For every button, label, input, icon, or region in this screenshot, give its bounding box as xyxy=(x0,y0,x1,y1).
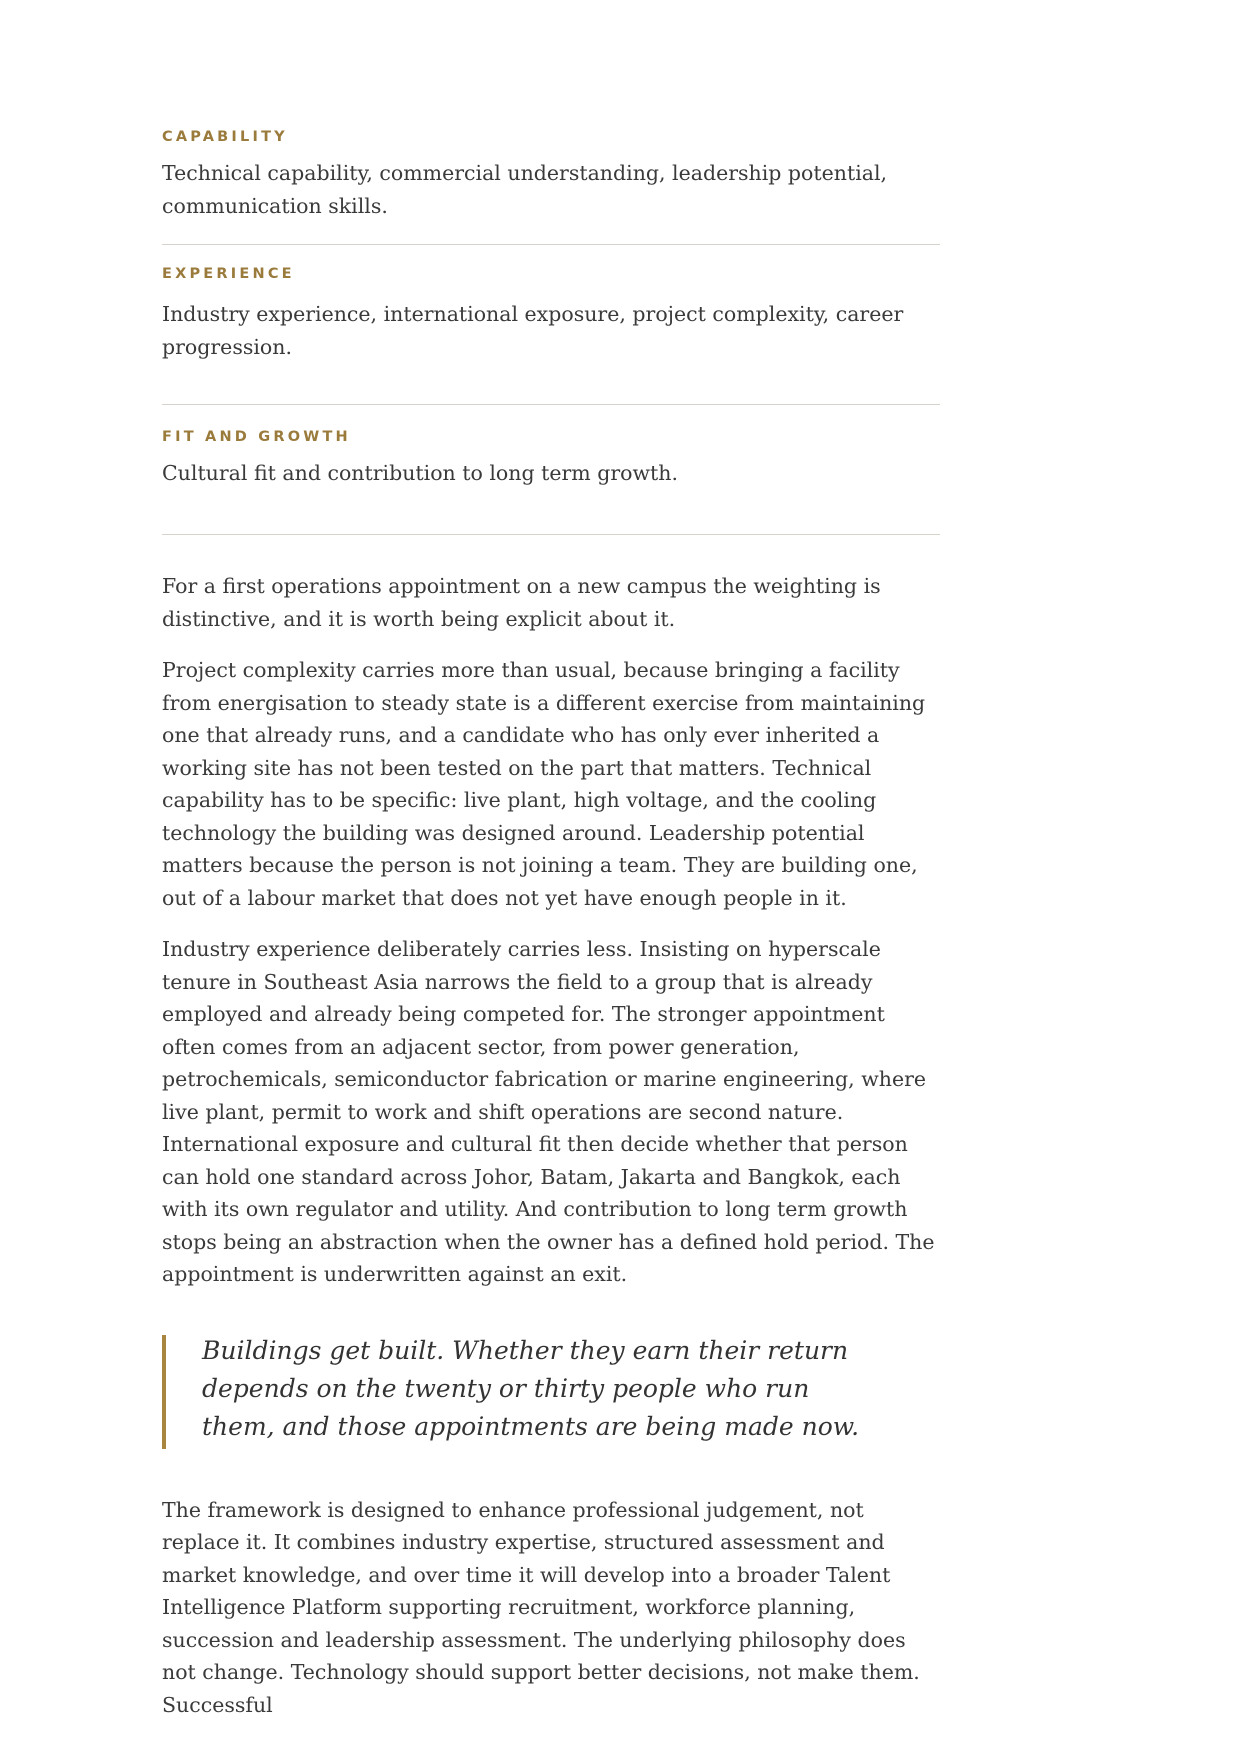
criterion-experience xyxy=(162,264,940,405)
criterion-label: EXPERIENCE xyxy=(162,266,295,282)
document-page xyxy=(162,127,940,1721)
criterion-description: Industry experience, international exposure, project complexity, career progression. xyxy=(162,302,904,359)
body-paragraph: For a first operations appointment on a new campus the weighting is distinctive, and it is worth being explicit about it. xyxy=(162,574,881,631)
pull-quote xyxy=(162,1335,882,1449)
criterion-capability xyxy=(162,127,940,245)
body-paragraph: Project complexity carries more than usual, because bringing a facility from energisation to steady state is a different exercise from maintaining one that already runs, and a candidate who has only ever inherited a working site has not been tested on the part that matters. Technical capability has to be specific: live plant, high voltage, and the cooling technology the building was designed around. Leadership potential matters because the person is not joining a team. They are building one, out of a labour market that does not yet have enough people in it. xyxy=(162,658,926,910)
pull-quote-text: Buildings get built. Whether they earn their return depends on the twenty or thirty people who run them, and those appointments are being made now. xyxy=(202,1335,860,1441)
criterion-description: Technical capability, commercial understanding, leadership potential, communication skills. xyxy=(162,161,888,218)
criterion-label: FIT AND GROWTH xyxy=(162,429,351,445)
criterion-label: CAPABILITY xyxy=(162,129,288,145)
closing-paragraph: The framework is designed to enhance professional judgement, not replace it. It combines industry expertise, structured assessment and market knowledge, and over time it will develop into a broader Talent Intelligence Platform supporting recruitment, workforce planning, succession and leadership assessment. The underlying philosophy does not change. Technology should support better decisions, not make them. Successful xyxy=(162,1497,920,1717)
criterion-fit-and-growth xyxy=(162,427,940,535)
body-paragraph: Industry experience deliberately carries less. Insisting on hyperscale tenure in Southeast Asia narrows the field to a group that is already employed and already being competed for. The stronger appointment often comes from an adjacent sector, from power generation, petrochemicals, semiconductor fabrication or marine engineering, where live plant, permit to work and shift operations are second nature. International exposure and cultural fit then decide whether that person can hold one standard across Johor, Batam, Jakarta and Bangkok, each with its own regulator and utility. And contribution to long term growth stops being an abstraction when the owner has a defined hold period. The appointment is underwritten against an exit. xyxy=(162,937,935,1286)
criterion-description: Cultural fit and contribution to long term growth. xyxy=(162,461,679,485)
